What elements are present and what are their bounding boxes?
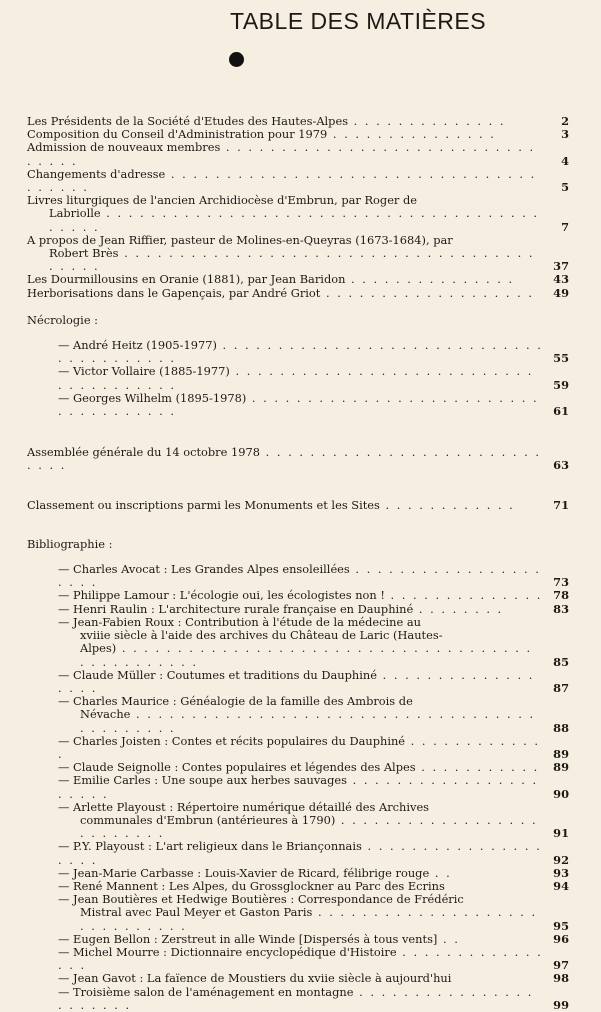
page-number: 71 (553, 497, 569, 512)
toc-entry[interactable]: — Jean-Marie Carbasse : Louis-Xavier de Ricard, félibrige rouge . . 93 (27, 867, 569, 880)
toc-entry[interactable]: — Jean Boutières et Hedwige Boutières : Correspondance de Frédéric Mistral avec Paul Meyer et Gaston Paris . . . . . . . . . . . . . . . . . . . . . . . . . . . . . . 95 (27, 893, 569, 933)
page-number: 5 (561, 180, 569, 195)
page-number: 4 (561, 153, 569, 168)
toc-entry[interactable]: — René Mannent : Les Alpes, du Grossglockner au Parc des Ecrins 94 (27, 880, 569, 893)
page-number: 43 (553, 272, 569, 287)
page-number: 3 (561, 127, 569, 142)
page-number: 96 (553, 931, 569, 946)
section-heading-necrologie: Nécrologie : (27, 312, 99, 327)
page-number: 37 (553, 259, 569, 274)
page-number: 2 (561, 114, 569, 128)
page-number: 99 (553, 997, 569, 1012)
toc-entry[interactable]: Classement ou inscriptions parmi les Monuments et les Sites . . . . . . . . . . . . 71 (27, 497, 569, 512)
toc-entry[interactable]: — Charles Avocat : Les Grandes Alpes ensoleillées . . . . . . . . . . . . . . . . . . . . . 73 (27, 563, 569, 589)
toc-entry[interactable]: Livres liturgiques de l'ancien Archidiocèse d'Embrun, par Roger de Labriolle . . . . . . . . . . . . . . . . . . . . . . . . . . . . . . . . . . . . . . . . . . . . 7 (27, 193, 569, 234)
toc-entry[interactable]: — Arlette Playoust : Répertoire numérique détaillé des Archives communales d'Embrun (antérieures à 1790) . . . . . . . . . . . . . . . . . . . . . . . . . . 91 (27, 801, 569, 841)
page-number: 78 (553, 588, 569, 603)
toc-entry[interactable]: Les Présidents de la Société d'Etudes des Hautes-Alpes . . . . . . . . . . . . . . 2 (27, 114, 569, 128)
page-number: 85 (553, 654, 569, 669)
bullet-dot-decoration (229, 52, 244, 67)
page-number: 90 (553, 786, 569, 801)
toc-entry[interactable]: — Eugen Bellon : Zerstreut in alle Winde [Dispersés à tous vents] . . 96 (27, 933, 569, 946)
section-heading-bibliographie: Bibliographie : (27, 536, 113, 551)
page-title: TABLE DES MATIÈRES (230, 8, 487, 34)
page-number: 93 (553, 865, 569, 880)
toc-entry[interactable]: Les Dourmillousins en Oranie (1881), par Jean Baridon . . . . . . . . . . . . . . . 43 (27, 272, 569, 287)
table-of-contents (27, 115, 569, 1012)
toc-entry[interactable]: Admission de nouveaux membres . . . . . . . . . . . . . . . . . . . . . . . . . . . . . . . . . 4 (27, 140, 569, 168)
toc-entry[interactable]: — Emilie Carles : Une soupe aux herbes sauvages . . . . . . . . . . . . . . . . . . . . . . 90 (27, 774, 569, 800)
page-number: 83 (553, 601, 569, 616)
toc-entry[interactable]: — Charles Maurice : Généalogie de la famille des Ambrois de Névache . . . . . . . . . . . . . . . . . . . . . . . . . . . . . . . . . . . . . . . . . . . . . 88 (27, 695, 569, 735)
page-number: 73 (553, 575, 569, 590)
page-number: 95 (553, 918, 569, 933)
page-number: 92 (553, 852, 569, 867)
page-number: 98 (553, 971, 569, 986)
toc-entry[interactable]: — Michel Mourre : Dictionnaire encyclopédique d'Histoire . . . . . . . . . . . . . . . . 97 (27, 946, 569, 972)
page-number: 89 (553, 760, 569, 775)
toc-entry[interactable]: Composition du Conseil d'Administration pour 1979 . . . . . . . . . . . . . . . 3 (27, 127, 569, 142)
toc-entry[interactable]: Assemblée générale du 14 octobre 1978 . . . . . . . . . . . . . . . . . . . . . . . . . . . . . 63 (27, 445, 569, 473)
toc-entry[interactable]: — Henri Raulin : L'architecture rurale française en Dauphiné . . . . . . . . 83 (27, 603, 569, 616)
toc-entry[interactable]: Herborisations dans le Gapençais, par André Griot . . . . . . . . . . . . . . . . . . . 49 (27, 285, 569, 300)
page-number: 55 (553, 351, 569, 366)
page-number: 97 (553, 958, 569, 973)
page-number: 7 (561, 219, 569, 234)
page-number: 49 (553, 285, 569, 300)
page-number: 87 (553, 680, 569, 695)
page-number: 63 (553, 458, 569, 473)
toc-entry[interactable]: Changements d'adresse . . . . . . . . . . . . . . . . . . . . . . . . . . . . . . . . . . . . . . . 5 (27, 166, 569, 195)
toc-entry[interactable]: — Victor Vollaire (1885-1977) . . . . . . . . . . . . . . . . . . . . . . . . . . . . . . . . . . . . . . 59 (27, 365, 569, 391)
page-number: 94 (553, 878, 569, 893)
toc-entry[interactable]: — Troisième salon de l'aménagement en montagne . . . . . . . . . . . . . . . . . . . . . . . 99 (27, 986, 569, 1012)
toc-entry[interactable]: — Claude Seignolle : Contes populaires et légendes des Alpes . . . . . . . . . . . 89 (27, 761, 569, 774)
toc-entry[interactable]: — André Heitz (1905-1977) . . . . . . . . . . . . . . . . . . . . . . . . . . . . . . . . . . . . . . . . 55 (27, 339, 569, 365)
toc-entry[interactable]: — P.Y. Playoust : L'art religieux dans le Briançonnais . . . . . . . . . . . . . . . . . . . . 92 (27, 840, 569, 866)
page-number: 89 (553, 746, 569, 761)
toc-entry[interactable]: — Georges Wilhelm (1895-1978) . . . . . . . . . . . . . . . . . . . . . . . . . . . . . . . . . . . . . 61 (27, 392, 569, 418)
toc-entry[interactable]: A propos de Jean Riffier, pasteur de Molines-en-Queyras (1673-1684), par Robert Brès . . . . . . . . . . . . . . . . . . . . . . . . . . . . . . . . . . . . . . . . . . 37 (27, 232, 569, 274)
page-number: 61 (553, 404, 569, 419)
page-number: 59 (553, 377, 569, 392)
toc-entry[interactable]: — Jean Gavot : La faïence de Moustiers du xviie siècle à aujourd'hui 98 (27, 972, 569, 985)
toc-entry[interactable]: — Philippe Lamour : L'écologie oui, les écologistes non ! . . . . . . . . . . . . . . 78 (27, 589, 569, 602)
page-number: 91 (553, 826, 569, 841)
toc-entry[interactable]: — Charles Joisten : Contes et récits populaires du Dauphiné . . . . . . . . . . . . . 89 (27, 735, 569, 761)
toc-entry[interactable]: — Claude Müller : Coutumes et traditions du Dauphiné . . . . . . . . . . . . . . . . . . 87 (27, 669, 569, 695)
page-number: 88 (553, 720, 569, 735)
toc-entry[interactable]: — Jean-Fabien Roux : Contribution à l'étude de la médecine au xviiie siècle à l'aide des archives du Château de Laric (Hautes- Alpes) . . . . . . . . . . . . . . . . . . . . . . . . . . . . . . . . . . . . . . . . . . . . . . . . 85 (27, 616, 569, 669)
